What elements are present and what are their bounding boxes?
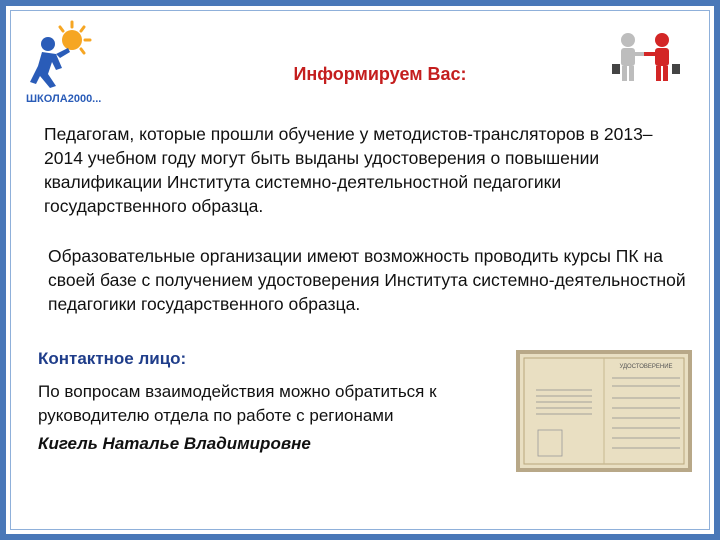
school-2000-logo	[22, 18, 102, 108]
sun-icon	[60, 22, 90, 53]
logo-text: ШКОЛА2000...	[26, 93, 102, 105]
page-title: Информируем Вас:	[293, 64, 467, 84]
paragraph-organizations: Образовательные организации имеют возможность проводить курсы ПК на своей базе с получением удостоверения Института системно-деятельностной педагогики государственного образца.	[48, 246, 686, 314]
contact-text: По вопросам взаимодействия можно обратиться к руководителю отдела по работе с регионами	[38, 382, 437, 425]
paragraph-teachers: Педагогам, которые прошли обучение у методистов-трансляторов в 2013–2014 учебном году могут быть выданы удостоверения о повышении квалификации Института системно-деятельностной педагогики государственного образца.	[44, 124, 653, 216]
handshake-people-icon	[606, 30, 686, 85]
contact-heading: Контактное лицо:	[38, 349, 187, 368]
contact-name: Кигель Наталье Владимировне	[38, 434, 311, 453]
certificate-heading: УДОСТОВЕРЕНИЕ	[619, 364, 673, 370]
certificate-image	[516, 350, 692, 472]
